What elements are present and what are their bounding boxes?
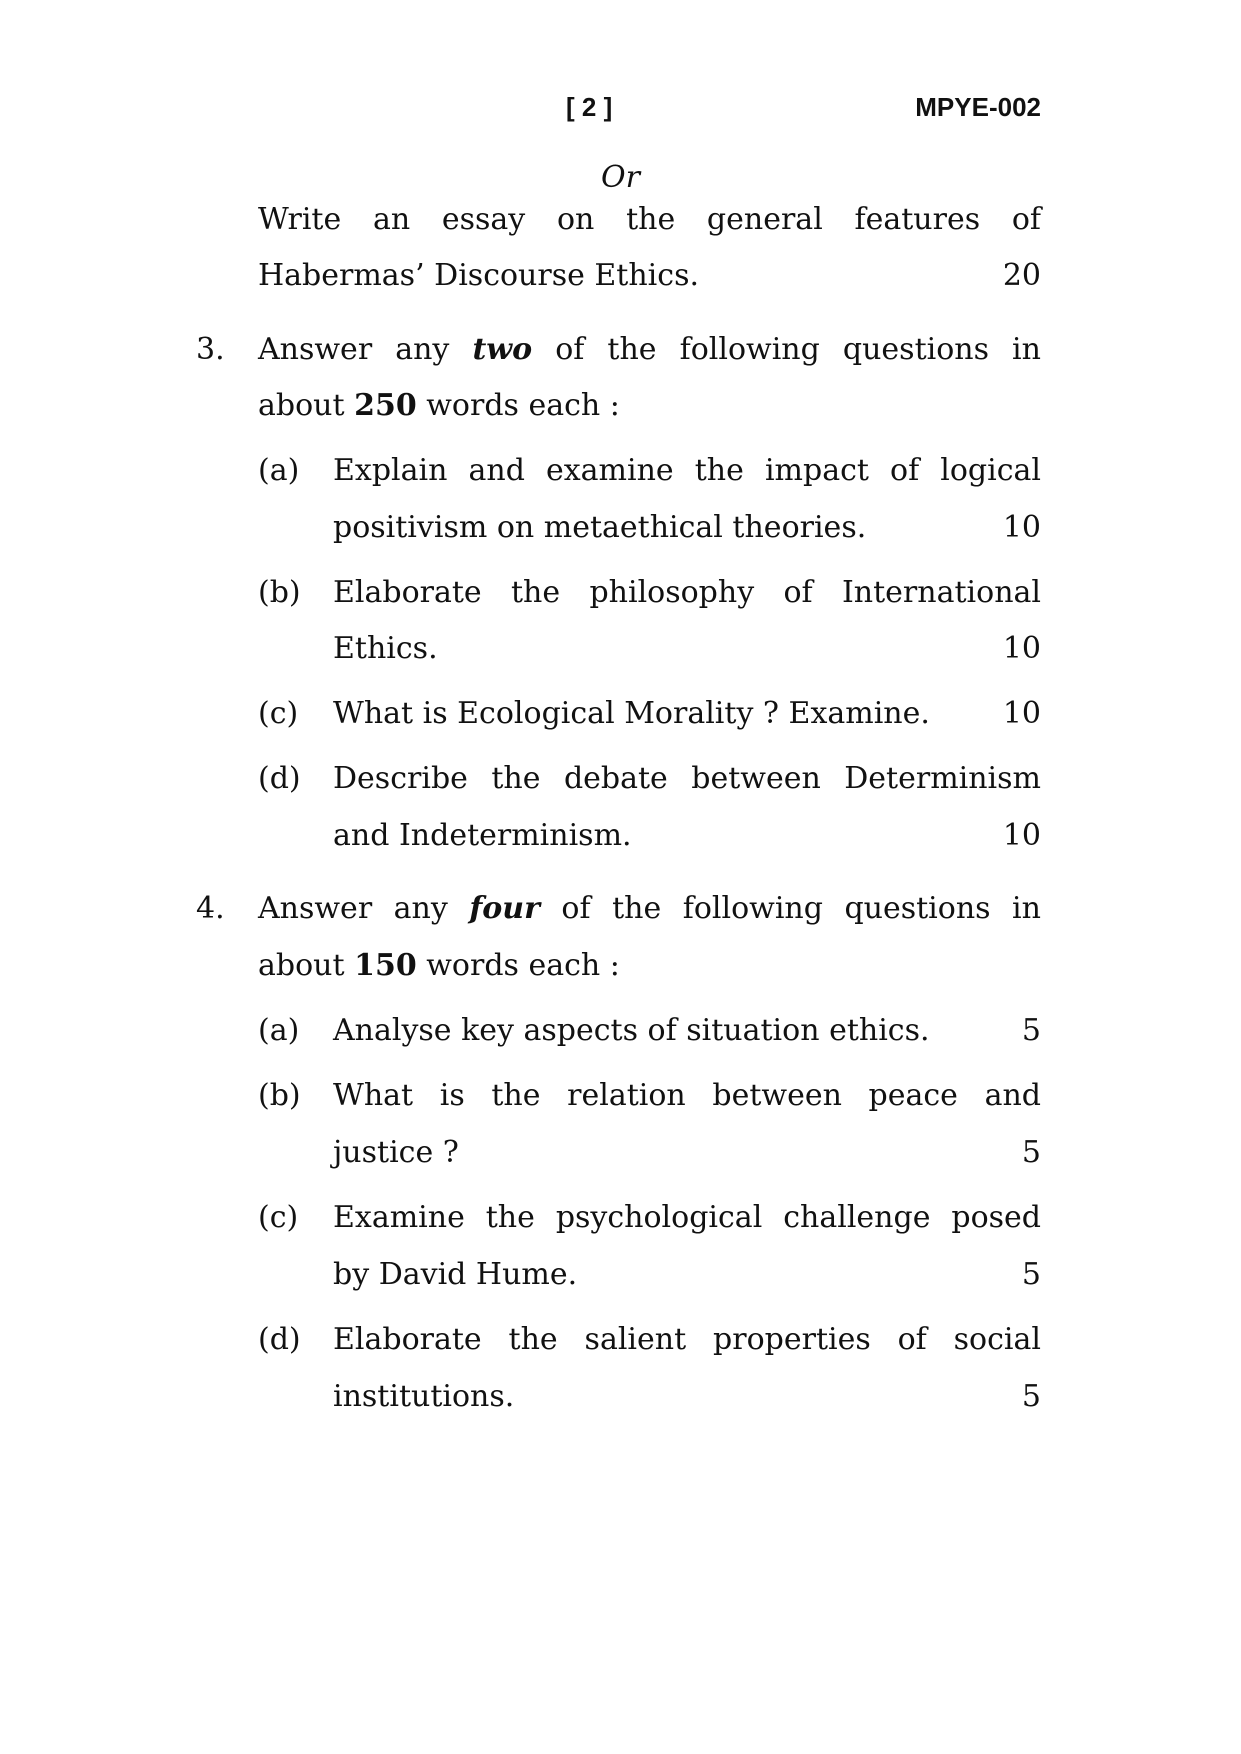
- page-number: [ 2 ]: [566, 92, 613, 122]
- page-header: [0, 88, 1241, 128]
- or-separator: Or: [601, 160, 640, 195]
- q4c-line1: Examine the psychological challenge posed: [333, 1200, 1041, 1235]
- q3-number: 3.: [196, 332, 225, 367]
- q3-word-count: 250: [354, 388, 417, 423]
- q4a-line1: Analyse key aspects of situation ethics.: [333, 1013, 930, 1048]
- q3d-line1: Describe the debate between Determinism: [333, 761, 1041, 796]
- q4a-marks: 5: [1021, 1013, 1041, 1048]
- q3a-line1: Explain and examine the impact of logical: [333, 453, 1041, 488]
- q3-intro-line2: about 250 words each :: [258, 388, 620, 423]
- course-code: MPYE-002: [915, 92, 1041, 122]
- q4-number: 4.: [196, 891, 225, 926]
- q3a-line2: positivism on metaethical theories.: [333, 510, 867, 545]
- q3b-line2: Ethics.: [333, 631, 438, 666]
- q3-emphasis: two: [472, 332, 533, 367]
- q4c-line2: by David Hume.: [333, 1257, 578, 1292]
- q3c-marks: 10: [1002, 696, 1041, 731]
- q4d-line2: institutions.: [333, 1379, 515, 1414]
- q3c-line1: What is Ecological Morality ? Examine.: [333, 696, 930, 731]
- q3a-marks: 10: [1002, 510, 1041, 545]
- q4d-marks: 5: [1021, 1379, 1041, 1414]
- q3b-marks: 10: [1002, 631, 1041, 666]
- q4a-label: (a): [258, 1013, 300, 1048]
- q3d-line2: and Indeterminism.: [333, 818, 632, 853]
- q4-intro: Answer any four of the following questions in: [258, 891, 1041, 926]
- q4c-label: (c): [258, 1200, 299, 1235]
- q4b-marks: 5: [1021, 1135, 1041, 1170]
- q3d-marks: 10: [1002, 818, 1041, 853]
- q4b-line2: justice ?: [333, 1135, 459, 1170]
- q2-alt-line1: Write an essay on the general features of: [258, 202, 1041, 237]
- q2-alt-marks: 20: [1002, 258, 1041, 293]
- q4c-marks: 5: [1021, 1257, 1041, 1292]
- q4b-label: (b): [258, 1078, 301, 1113]
- q3-intro: Answer any two of the following questions in: [258, 332, 1041, 367]
- q3a-label: (a): [258, 453, 300, 488]
- q3d-label: (d): [258, 761, 301, 796]
- q3b-line1: Elaborate the philosophy of International: [333, 575, 1041, 610]
- q4-intro-line2: about 150 words each :: [258, 948, 620, 983]
- q4b-line1: What is the relation between peace and: [333, 1078, 1041, 1113]
- q2-alt-line2: Habermas’ Discourse Ethics.: [258, 258, 700, 293]
- q4d-line1: Elaborate the salient properties of social: [333, 1322, 1041, 1357]
- q3b-label: (b): [258, 575, 301, 610]
- q4d-label: (d): [258, 1322, 301, 1357]
- q4-emphasis: four: [469, 891, 540, 926]
- q3c-label: (c): [258, 696, 299, 731]
- q4-word-count: 150: [354, 948, 417, 983]
